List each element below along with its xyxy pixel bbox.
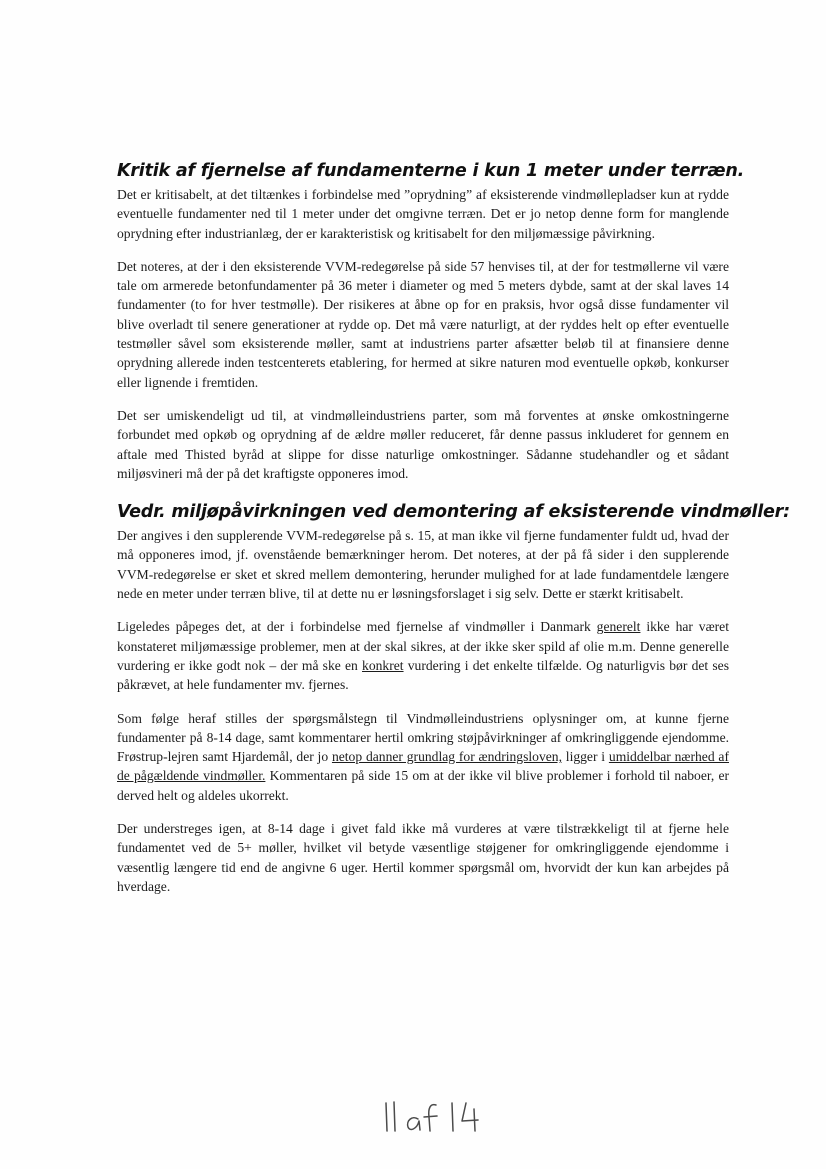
handwriting-drawing	[380, 1097, 500, 1137]
paragraph: Der angives i den supplerende VVM-redegørelse på s. 15, at man ikke vil fjerne fundamenter fuldt ud, hvad der må opponeres imod, jf. ovenstående bemærkninger herom. Det noteres, at der på få sider i den supplerende VVM-redegørelse er sket et skred mellem demontering, herunder mulighed for at lade fundamentdele længere nede en meter under terræn blive, til at dette nu er løsningsforslaget i sig selv. Dette er stærkt kritisabelt.	[117, 528, 729, 602]
underlined-text: netop danner grundlag for ændringsloven,	[331, 749, 562, 765]
text-run: vurdering i det enkelte tilfælde. Og naturligvis bør det ses påkrævet, at hele fundamenter mv. fjernes.	[117, 657, 729, 693]
underlined-text: generelt	[596, 619, 641, 635]
handwritten-page-number	[380, 1097, 500, 1137]
paragraph: Det ser umiskendeligt ud til, at vindmølleindustriens parter, som må forventes at ønske omkostningerne forbundet med opkøb og oprydning af de ældre møller reduceret, får denne passus inkluderet for gennem en aftale med Thisted byråd at slippe for disse naturlige omkostninger. Sådanne studehandler og et sådant miljøsvineri må der på det kraftigste opponeres imod.	[117, 407, 729, 481]
section-heading-miljopavirkning: Vedr. miljøpåvirkningen ved demontering af eksisterende vindmøller:	[117, 502, 790, 523]
section-heading-kritik: Kritik af fjernelse af fundamenterne i kun 1 meter under terræn.	[117, 161, 745, 181]
paragraph: Det er kritisabelt, at det tiltænkes i forbindelse med ”oprydning” af eksisterende vindmøllepladser kun at rydde eventuelle fundamenter ned til 1 meter under det omgivne terræn. Det er jo netop denne form for manglende oprydning efter industrianlæg, der er karakteristisk og kritisabelt for den miljømæssige påvirkning.	[117, 187, 729, 241]
text-run: Ligeledes påpeges det, at der i forbindelse med fjernelse af vindmøller i Danmark	[117, 619, 597, 635]
text-run: Som følge heraf stilles der spørgsmålstegn til Vindmølleindustriens oplysninger om, at kunne fjerne fundamenter på 8-14 dage, samt kommentarer hertil omkring støjpåvirkninger af omkringliggende ejendomme. Frøstrup-lejren samt Hjardemål, der jo	[117, 710, 729, 765]
paragraph: Det noteres, at der i den eksisterende VVM-redegørelse på side 57 henvises til, at der for testmøllerne vil være tale om armerede betonfundamenter på 36 meter i diameter og med 5 meters dybde, samt at der skal laves 14 fundamenter (to for hver testmølle). Der risikeres at åbne op for en praksis, hvor også disse fundamenter vil blive overladt til senere generationer at rydde op. Det må være naturligt, at der ryddes helt op efter eventuelle testmøller såvel som eksisterende møller, samt at industriens parter afsætter beløb til at finansiere denne oprydning allerede inden testcenterets etablering, for hermed at sikre naturen mod eventuelle opkøb, konkurser eller lignende i fremtiden.	[117, 258, 729, 390]
text-run: ligger i	[561, 749, 609, 765]
underlined-text: umiddelbar nærhed af de pågældende vindmøller.	[117, 749, 729, 784]
paragraph	[117, 617, 729, 694]
text-run: Kommentaren på side 15 om at der ikke vil blive problemer i forhold til naboer, er derved helt og aldeles ukorrekt.	[117, 768, 729, 803]
text-run: ikke har været konstateret miljømæssige problemer, men at der skal sikres, at der ikke sker spild af olie m.m. Denne generelle vurdering er ikke godt nok – der må ske en	[117, 619, 729, 673]
paragraph	[117, 709, 729, 805]
underlined-text: konkret	[362, 657, 404, 673]
paragraph: Der understreges igen, at 8-14 dage i givet fald ikke må vurderes at være tilstrækkeligt til at fjerne hele fundamentet ved de 5+ møller, hvilket vil betyde væsentlige støjgener for omkringliggende ejendomme i væsentlig længere tid end de angivne 6 uger. Hertil kommer spørgsmål om, hvorvidt der kun kan arbejdes på hverdage.	[117, 821, 729, 894]
document-body	[117, 160, 790, 910]
